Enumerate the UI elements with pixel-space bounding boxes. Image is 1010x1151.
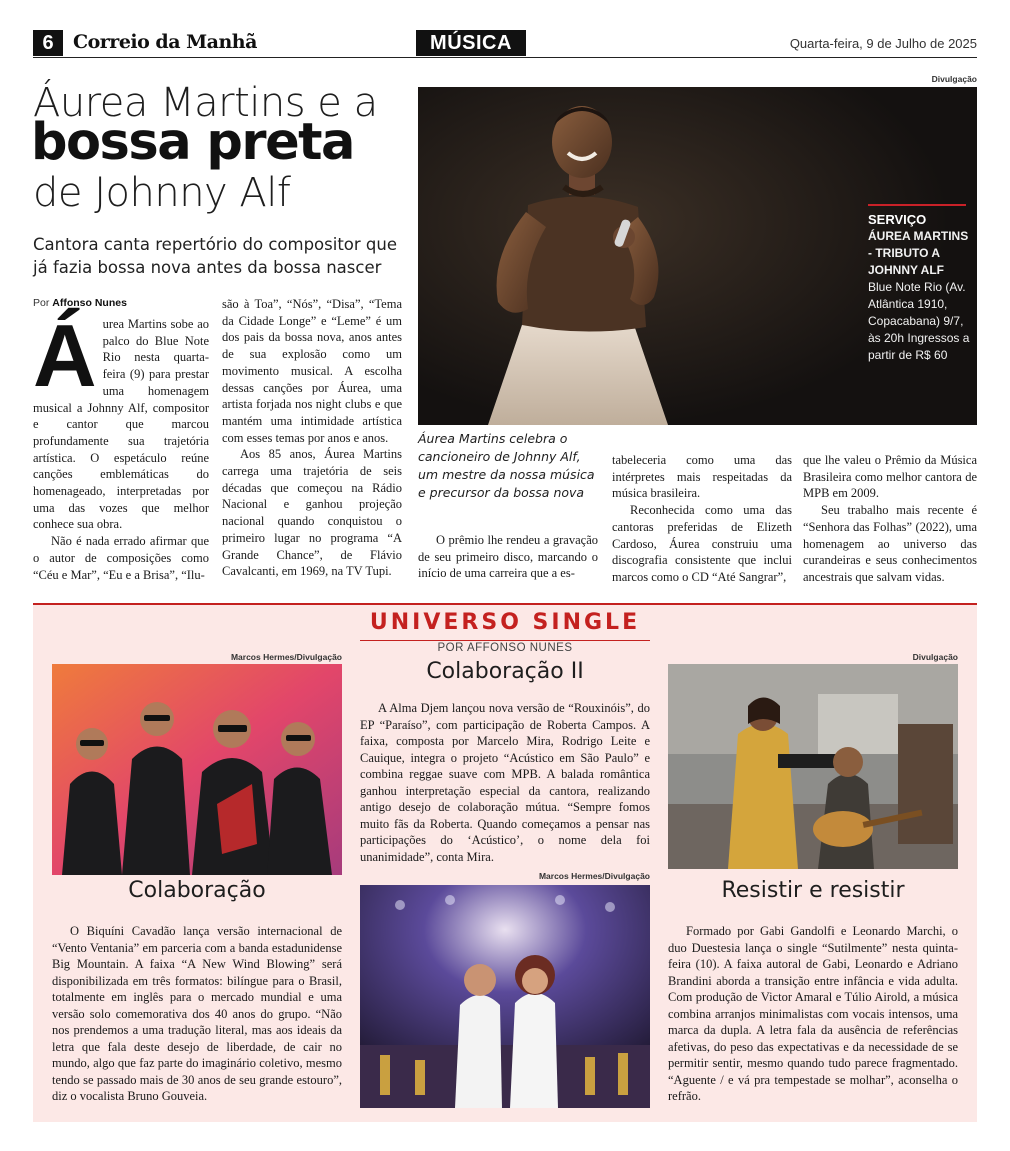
drop-cap: Á xyxy=(33,306,97,405)
article-column-3a xyxy=(418,532,598,582)
article-paragraph: O prêmio lhe rendeu a gravação de seu primeiro disco, marcando o início de uma carreira que a es- xyxy=(418,533,598,581)
article-paragraph: tabeleceria como uma das intérpretes mais respeitadas da música brasileira. xyxy=(612,453,792,501)
universo-single-box xyxy=(33,603,977,1122)
article-paragraph: são à Toa”, “Nós”, “Disa”, “Tema da Cidade Longe” e “Leme” é um dos pais da bossa nova, anos antes de sua explosão como um movimento musical. A escolha dessas canções por Áurea, uma artista forjada nos night clubs e que mantém uma intimidade artística com esses temas por anos e anos. xyxy=(222,297,402,445)
right-story-text: Formado por Gabi Gandolfi e Leonardo Marchi, o duo Duestesia lança o single “Sutilmente” nesta quinta-feira (10). A faixa autoral de Gabi, Leonardo e Adriano Brandini aborda a transição entre infância e vida adulta. Com produção de Victor Amaral e Túlio Airold, a música combina arranjos minimalistas com vocais intensos, uma marca da dupla. A letra fala da ausência de referências afetivas, do peso das expectativas e da necessidade de se permitir sentir, mesmo quando tudo parece fragmentado. “Aguente / e vá pra tempestade se molhar”, aconselha o refrão. xyxy=(668,924,958,1103)
article-paragraph: que lhe valeu o Prêmio da Música Brasileira como melhor cantora de MPB em 2009. xyxy=(803,453,977,501)
byline-prefix: Por xyxy=(33,297,50,309)
middle-story-title: Colaboração II xyxy=(426,659,584,684)
right-story-title: Resistir e resistir xyxy=(721,878,905,903)
servico-label: SERVIÇO xyxy=(868,212,927,227)
left-story-text: O Biquíni Cavadão lança versão internacional de “Vento Ventania” em parceria com a banda estadunidense Big Mountain. A faixa “A New Wind Blowing” será disponibilizada em três formatos: bilíngue para o Brasil, totalmente em inglês para o mercado mundial e uma versão solo comemorativa dos 40 anos do grupo. “Não nos prendemos a uma tradução literal, mas aos ideais da letra que fala deste desejo de liberdade, de cair no mundo, algo que faz parte do imaginário coletivo, mesmo tendo se passado mais de 30 anos de seu grande estouro”, diz o vocalista Bruno Gouveia. xyxy=(52,924,342,1103)
left-photo-credit: Marcos Hermes/Divulgação xyxy=(230,652,342,662)
article-paragraph: Reconhecida como uma das cantoras preferidas de Elizeth Cardoso, Áurea construiu uma discografia consistente que inclui marcos como o CD “Até Sangrar”, xyxy=(612,503,792,584)
main-photo xyxy=(418,87,977,425)
page-number: 6 xyxy=(33,30,63,56)
right-photo-credit: Divulgação xyxy=(912,652,958,662)
headline-line-1: Áurea Martins e a xyxy=(33,80,378,126)
servico-title: ÁUREA MARTINS - TRIBUTO A JOHNNY ALF xyxy=(868,229,969,277)
stage-photo-illustration xyxy=(360,885,650,1108)
universo-title: UNIVERSO SINGLE xyxy=(369,610,641,635)
photo-credit: Divulgação xyxy=(931,74,977,84)
headline-line-2: bossa preta xyxy=(31,113,354,172)
article-column-4 xyxy=(803,452,977,586)
article-column-3 xyxy=(612,452,792,586)
article-paragraph: Aos 85 anos, Áurea Martins carrega uma trajetória de seis décadas que começou na Rádio Nacional e ganhou projeção nacional quando conquistou o primeiro lugar no programa “A Grande Chance”, de Flávio Cavalcanti, em 1969, na TV Tupi. xyxy=(222,447,402,579)
article-deck: Cantora canta repertório do compositor que já fazia bossa nova antes da bossa nascer xyxy=(33,235,397,277)
masthead: Correio da Manhã xyxy=(73,31,257,53)
article-column-2 xyxy=(222,296,402,580)
article-paragraph: Seu trabalho mais recente é “Senhora das Folhas” (2022), uma homenagem ao universo das curandeiras e seus conhecimentos ancestrais que salvam vidas. xyxy=(803,503,977,584)
band-photo xyxy=(52,664,342,875)
middle-story-text: A Alma Djem lançou nova versão de “Rouxinóis”, do EP “Paraíso”, com participação de Roberta Campos. A faixa, composta por Marcelo Mira, Rodrigo Leite e Cauique, integra o projeto “Acústico em São Paulo” e combina reggae suave com MPB. A balada romântica ganhou interpretação especial da cantora, realizando antigo desejo de colaboração mútua. “Sempre fomos muito fãs da Roberta. Quando começamos a pensar nas participações do ‘Acústico’, o nome dela foi unanimidade”, conta Mira. xyxy=(360,701,650,864)
servico-rule xyxy=(868,204,966,206)
duo-photo xyxy=(668,664,958,869)
section-label: MÚSICA xyxy=(416,30,526,56)
duo-photo-illustration xyxy=(668,664,958,869)
headline-line-3: de Johnny Alf xyxy=(33,170,291,216)
byline-author: Affonso Nunes xyxy=(52,297,127,309)
universo-byline: POR AFFONSO NUNES xyxy=(437,642,573,654)
middle-photo-credit: Marcos Hermes/Divulgação xyxy=(538,871,650,881)
universo-rule xyxy=(360,640,650,641)
paragraph-text: urea Martins sobe ao palco do Blue Note Rio nesta quarta-feira (9) para prestar uma homenagem musical a Johnny Alf, compositor e cantor que marcou profundamente sua trajetória artística. O espetáculo reúne canções emblemáticas do homenageado, interpretadas por uma das vozes que melhor conhece sua obra. xyxy=(33,317,209,532)
page-header xyxy=(33,30,977,58)
article-column-1 xyxy=(33,306,209,583)
servico-box xyxy=(868,204,970,364)
article-paragraph: Não é nada errado afirmar que o autor de composições como “Céu e Mar”, “Eu e a Brisa”, “Ilu- xyxy=(33,534,209,582)
servico-details: Blue Note Rio (Av. Atlântica 1910, Copacabana) 9/7, às 20h Ingressos a partir de R$ 60 xyxy=(868,280,970,362)
stage-photo xyxy=(360,885,650,1108)
band-photo-illustration xyxy=(52,664,342,875)
issue-date: Quarta-feira, 9 de Julho de 2025 xyxy=(789,36,977,51)
photo-caption: Áurea Martins celebra o cancioneiro de Johnny Alf, um mestre da nossa música e precursor da bossa nova xyxy=(418,431,595,500)
left-story-title: Colaboração xyxy=(128,878,266,903)
article-paragraph xyxy=(33,306,209,533)
